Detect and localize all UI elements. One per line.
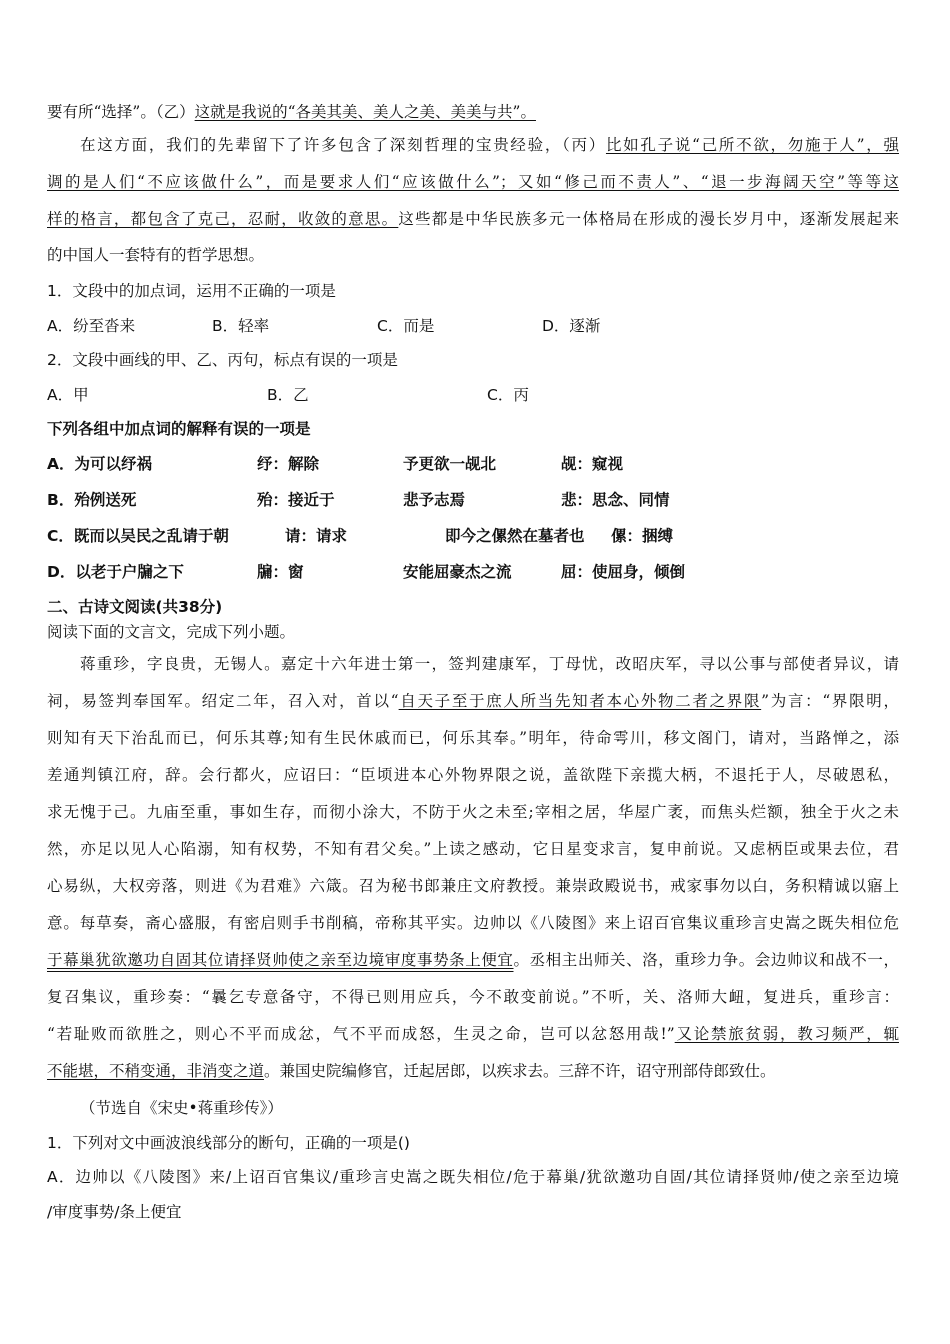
section-2-instruction: 阅读下面的文言文，完成下列小题。 <box>47 623 296 641</box>
passage2-source: （节选自《宋史•蒋重珍传》） <box>80 1099 283 1117</box>
q2-option-c[interactable]: C．丙 <box>487 386 529 404</box>
question-2-options <box>47 384 529 406</box>
q3-a-gloss-2: 觇：窥视 <box>561 455 624 473</box>
q3-c-phrase-2: 即今之傫然在墓者也 <box>445 527 585 545</box>
passage1-text: 这些都是中华民族多元一体格局在形成的漫长岁月中，逐渐发展起来 <box>398 210 899 228</box>
passage2-line-7: 心易纵，大权旁落，则进《为君难》六箴。召为秘书郎兼庄文府教授。兼崇政殿说书，戒家事勿以白，务积精诚以寤上 <box>47 877 899 895</box>
q3-d-phrase-1: D．以老于户牖之下 <box>47 563 184 581</box>
q3-option-c[interactable] <box>47 525 673 547</box>
q3-d-phrase-2: 安能屈豪杰之流 <box>403 563 512 581</box>
q4-option-a-continued: /审度事势/条上便宜 <box>47 1203 182 1221</box>
wavy-underlined-passage: 于幕巢犹欲邀功自固其位请择贤帅使之亲至边境审度事势条上便宜 <box>47 951 514 969</box>
passage2-line-3: 则知有天下治乱而已，何乐其尊;知有生民休戚而已，何乐其奉。”明年，待命雩川，移文阁门，请对，当路惮之，添 <box>47 729 899 747</box>
underlined-sentence-translation: 又论禁旅贫弱，教习频严，辄 <box>674 1025 899 1043</box>
q3-d-gloss-2: 屈：使屈身，倾倒 <box>561 563 686 581</box>
underlined-sentence-bing: 比如孔子说“己所不欲，勿施于人”，强 <box>605 136 899 154</box>
section-2-heading: 二、古诗文阅读(共38分) <box>47 598 223 616</box>
passage2-line-10: 复召集议，重珍奏：“曩乞专意备守，不得已则用应兵，今不敢变前说。”不听，关、洛师大衄，复进兵，重珍言： <box>47 988 899 1006</box>
passage1-line-2 <box>80 134 899 156</box>
q3-option-b[interactable] <box>47 489 670 511</box>
passage1-line-5: 的中国人一套特有的哲学思想。 <box>47 246 265 264</box>
passage2-text: “若耻败而欲胜之，则心不平而成忿，气不平而成怒，生灵之命，岂可以忿怒用哉!” <box>47 1025 675 1043</box>
q3-c-gloss-2: 傫：捆缚 <box>611 527 674 545</box>
q2-option-a[interactable]: A．甲 <box>47 386 89 404</box>
passage2-text: 祠，易签判奉国军。绍定二年，召入对，首以“ <box>47 692 399 710</box>
passage1-line-1 <box>47 101 536 123</box>
passage2-text: ”为言：“界限明， <box>761 692 899 710</box>
passage2-line-4: 差通判镇江府，辞。会行都火，应诏曰：“臣顷进本心外物界限之说，盖欲陛下亲揽大柄，不退托于人，尽破恩私， <box>47 766 899 784</box>
q3-a-phrase-2: 予更欲一觇北 <box>403 455 497 473</box>
passage1-line-4 <box>47 208 899 230</box>
q3-option-a[interactable] <box>47 453 623 475</box>
question-2-stem: 2．文段中画线的甲、乙、丙句，标点有误的一项是 <box>47 351 398 369</box>
passage2-line-8: 意。每草奏，斋心盛服，有密启则手书削稿，帝称其平实。边帅以《八陵图》来上诏百官集议重珍言史嵩之既失相位危 <box>47 914 899 932</box>
passage2-text: 。兼国史院编修官，迁起居郎，以疾求去。三辞不许，诏守刑部侍郎致仕。 <box>264 1062 776 1080</box>
underlined-phrase-jiexian: 自天子至于庶人所当先知者本心外物二者之界限 <box>398 692 762 710</box>
q3-option-d[interactable] <box>47 561 685 583</box>
passage1-line-3: 调的是人们“不应该做什么”，而是要求人们“应该做什么”；又如“修己而不责人”、“退一步海阔天空”等等这 <box>47 173 899 191</box>
q3-b-phrase-1: B．殆例送死 <box>47 491 137 509</box>
underlined-sentence-bing-end: 样的格言，都包含了克己，忍耐，收敛的意思。 <box>47 210 399 228</box>
q3-c-phrase-1: C．既而以吴民之乱请于朝 <box>47 527 229 545</box>
passage2-line-6: 然，亦足以见人心陷溺，知有权势，不知有君父矣。”上读之感动，它日星变求言，复申前说。又虑柄臣或果去位，君 <box>47 840 899 858</box>
q3-b-gloss-2: 悲：思念、同情 <box>561 491 670 509</box>
question-3-stem: 下列各组中加点词的解释有误的一项是 <box>47 420 311 438</box>
q1-option-b[interactable]: B．轻率 <box>212 317 270 335</box>
q2-option-b[interactable]: B．乙 <box>267 386 309 404</box>
question-1-stem: 1．文段中的加点词，运用不正确的一项是 <box>47 282 336 300</box>
question-4-stem: 1．下列对文中画波浪线部分的断句，正确的一项是() <box>47 1134 410 1152</box>
underlined-sentence-translation-end: 不能堪，不稍变通，非消变之道 <box>47 1062 265 1080</box>
q3-c-gloss-1: 请：请求 <box>285 527 348 545</box>
passage2-line-12 <box>47 1060 776 1082</box>
passage2-line-1: 蒋重珍，字良贵，无锡人。嘉定十六年进士第一，签判建康军，丁母忧，改昭庆军，寻以公事与部使者异议，请 <box>80 655 899 673</box>
q1-option-c[interactable]: C．而是 <box>377 317 435 335</box>
passage1-text: 在这方面，我们的先辈留下了许多包含了深刻哲理的宝贵经验，（丙） <box>80 136 606 154</box>
q4-option-a[interactable]: A．边帅以《八陵图》来/上诏百官集议/重珍言史嵩之既失相位/危于幕巢/犹欲邀功自固/其位请择贤帅/使之亲至边境 <box>47 1168 899 1186</box>
q3-a-phrase-1: A．为可以纾祸 <box>47 455 152 473</box>
passage1-text: 要有所“选择”。（乙） <box>47 103 195 121</box>
passage2-line-5: 求无愧于己。九庙至重，事如生存，而彻小涂大，不防于火之未至;宰相之居，华屋广袤，而焦头烂额，独全于火之未 <box>47 803 899 821</box>
q3-b-gloss-1: 殆：接近于 <box>257 491 335 509</box>
q1-option-a[interactable]: A．纷至沓来 <box>47 317 136 335</box>
q3-a-gloss-1: 纾：解除 <box>257 455 320 473</box>
passage2-line-11 <box>47 1023 899 1045</box>
passage2-text: 。丞相主出师关、洛，重珍力争。会边帅议和战不一， <box>513 951 899 969</box>
passage2-line-9 <box>47 949 899 971</box>
question-1-options <box>47 315 600 337</box>
q3-d-gloss-1: 牖：窗 <box>257 563 304 581</box>
underlined-sentence-yi: 这就是我说的“各美其美、美人之美、美美与共”。 <box>194 103 536 121</box>
q3-b-phrase-2: 悲予志焉 <box>403 491 466 509</box>
q1-option-d[interactable]: D．逐渐 <box>542 317 601 335</box>
passage2-line-2 <box>47 690 899 712</box>
